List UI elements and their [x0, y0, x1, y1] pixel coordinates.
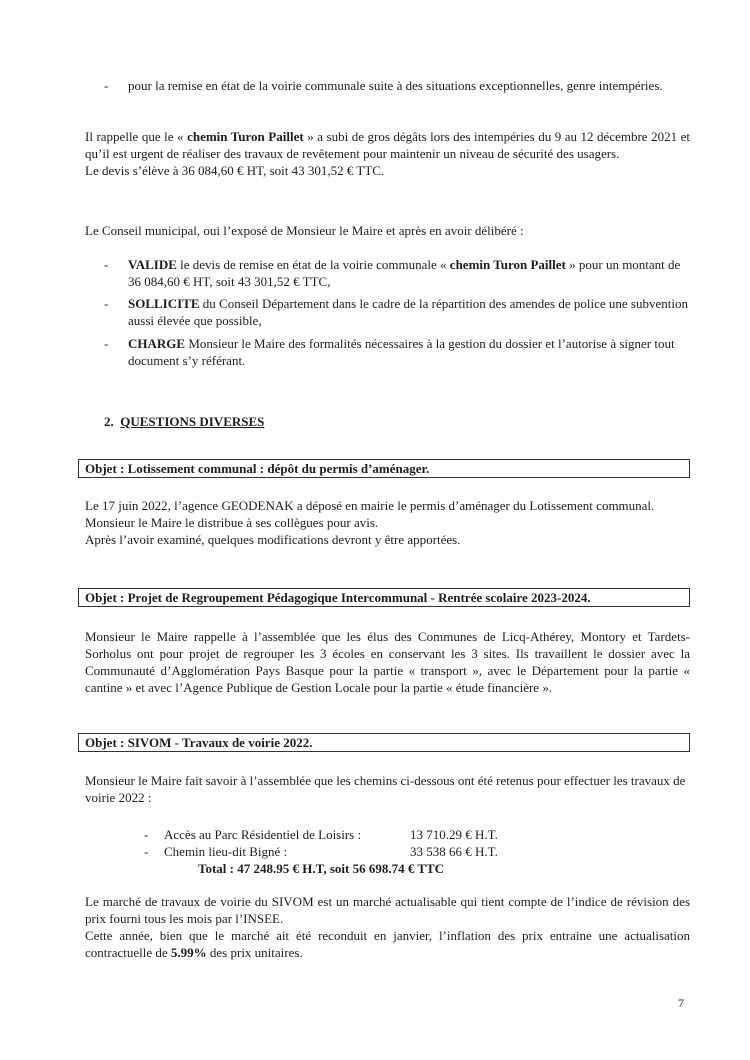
object-rpi-text: Monsieur le Maire rappelle à l’assemblée que les élus des Communes de Licq-Athérey, Montory et Tardets-Sorholus ont pour projet de regrouper les 3 écoles en conservant les 3 sites. Ils travaillent le dossier avec la Communauté d’Agglomération Pays Basque pour la partie « transport », avec le Département pour la partie « cantine » et avec l’Agence Publique de Gestion Locale pour la partie « étude financière ». — [85, 629, 690, 695]
object-box-lotissement: Objet : Lotissement communal : dépôt du permis d’aménager. — [78, 459, 690, 478]
inflation-post: des prix unitaires. — [206, 945, 303, 960]
voirie-item-amount: 13 710.29 € H.T. — [410, 827, 498, 842]
voirie-item-label: Chemin lieu-dit Bigné : — [164, 844, 288, 859]
inflation-pre: Cette année, bien que le marché ait été reconduit en janvier, l’inflation des prix entraine une actualisation contractuelle de — [85, 928, 690, 960]
bullet-dash: - — [104, 296, 109, 311]
section-number: 2. — [104, 414, 114, 429]
decision-valide — [128, 256, 690, 290]
inflation-rate: 5.99% — [170, 945, 207, 960]
decision-keyword: SOLLICITE — [128, 296, 200, 311]
page-number: 7 — [678, 996, 684, 1010]
text-line: Monsieur le Maire le distribue à ses collègues pour avis. — [85, 515, 379, 530]
bullet-dash: - — [104, 257, 109, 272]
sivom-marche-text: Le marché de travaux de voirie du SIVOM est un marché actualisable qui tient compte de l’indice de révision des prix fourni tous les mois par l’INSEE. — [85, 894, 690, 926]
text-line: Après l’avoir examiné, quelques modifications devront y être apportées. — [85, 532, 461, 547]
decision-text: » pour un montant de 36 084,60 € HT, soit 43 301,52 € TTC, — [128, 257, 681, 289]
object-sivom-text: Monsieur le Maire fait savoir à l’assemblée que les chemins ci-dessous ont été retenus pour effectuer les travaux de voirie 2022 : — [85, 773, 686, 805]
paragraph-chemin-turon — [85, 128, 690, 179]
voirie-item-label: Accès au Parc Résidentiel de Loisirs : — [164, 827, 362, 842]
decision-charge — [128, 335, 690, 369]
decision-keyword: CHARGE — [128, 336, 186, 351]
voirie-item-amount: 33 538 66 € H.T. — [410, 844, 498, 859]
decision-sollicite — [128, 295, 690, 329]
decision-text: le devis de remise en état de la voirie communale « — [176, 257, 450, 272]
para1-bold: chemin Turon Paillet — [187, 129, 304, 144]
bullet-dash: - — [104, 78, 109, 93]
decision-text: du Conseil Département dans le cadre de la répartition des amendes de police une subvention aussi élevée que possible, — [128, 296, 688, 328]
para1-post: » a subi de gros dégâts lors des intempéries du 9 au 12 décembre 2021 et qu’il est urgent de réaliser des travaux de revêtement pour maintenir un niveau de sécurité des usagers. — [85, 129, 690, 161]
section-title: QUESTIONS DIVERSES — [120, 414, 265, 429]
section-heading — [104, 413, 264, 430]
voirie-total: Total : 47 248.95 € H.T, soit 56 698.74 € TTC — [198, 861, 445, 876]
bullet-dash: - — [144, 827, 149, 842]
object-lotissement-text — [85, 497, 690, 548]
sivom-inflation-text — [85, 927, 690, 961]
intro-bullet-text: pour la remise en état de la voirie communale suite à des situations exceptionnelles, genre intempéries. — [128, 78, 663, 93]
object-box-rpi: Objet : Projet de Regroupement Pédagogique Intercommunal - Rentrée scolaire 2023-2024. — [78, 588, 690, 607]
para1-devis: Le devis s’élève à 36 084,60 € HT, soit 43 301,52 € TTC. — [85, 163, 385, 178]
bullet-dash: - — [104, 336, 109, 351]
text-line: Le 17 juin 2022, l’agence GEODENAK a déposé en mairie le permis d’aménager du Lotissement communal. — [85, 498, 655, 513]
council-intro: Le Conseil municipal, oui l’exposé de Monsieur le Maire et après en avoir délibéré : — [85, 223, 524, 238]
bullet-dash: - — [144, 844, 149, 859]
object-box-sivom: Objet : SIVOM - Travaux de voirie 2022. — [78, 733, 690, 752]
decision-bold-name: chemin Turon Paillet — [449, 257, 566, 272]
decision-text: Monsieur le Maire des formalités nécessaires à la gestion du dossier et l’autorise à signer tout document s’y référant. — [128, 336, 675, 368]
para1-pre: Il rappelle que le « — [85, 129, 188, 144]
decision-keyword: VALIDE — [128, 257, 177, 272]
